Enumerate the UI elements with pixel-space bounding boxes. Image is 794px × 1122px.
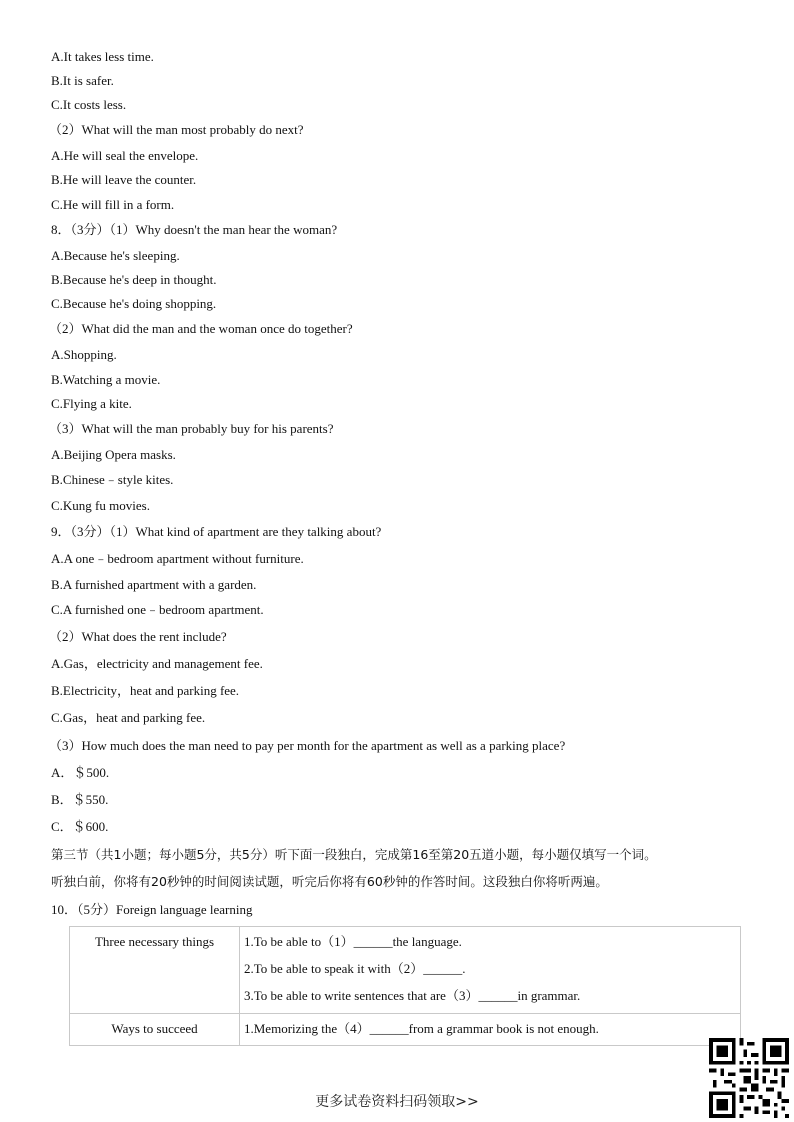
text-line: A.Shopping.	[51, 347, 117, 362]
text-line: C．＄600.	[51, 819, 109, 834]
text-line: C.Kung fu movies.	[51, 498, 150, 513]
text-line: （3）How much does the man need to pay per month for the apartment as well as a parking place?	[49, 738, 566, 753]
table-row	[70, 1014, 741, 1046]
text-line: 第三节（共1小题；每小题5分，共5分）听下面一段独白，完成第16至第20五道小题，每小题仅填写一个词。	[51, 847, 657, 862]
text-line: C.Because he's doing shopping.	[51, 296, 217, 311]
item-line: 3.To be able to write sentences that are（3）______in grammar.	[244, 988, 581, 1003]
text-line: C.It costs less.	[51, 97, 127, 112]
text-line: A.Beijing Opera masks.	[51, 447, 176, 462]
text-line: （2）What will the man most probably do next?	[49, 122, 304, 137]
text-line: C.Gas，heat and parking fee.	[51, 710, 206, 725]
text-line: A．＄500.	[51, 765, 110, 780]
text-line: 9．（3分）（1）What kind of apartment are they talking about?	[51, 524, 382, 539]
table-row	[70, 927, 741, 1014]
footer-text: 更多试卷资料扫码领取>>	[315, 1094, 479, 1110]
text-line: 8．（3分）（1）Why doesn't the man hear the woman?	[51, 222, 338, 237]
text-line: A.He will seal the envelope.	[51, 148, 199, 163]
text-line: B.Watching a movie.	[51, 372, 161, 387]
text-line: A.Gas，electricity and management fee.	[51, 656, 263, 671]
text-line: B．＄550.	[51, 792, 109, 807]
text-line: B.Electricity，heat and parking fee.	[51, 683, 240, 698]
text-line: B.Because he's deep in thought.	[51, 272, 217, 287]
table-cell-content	[240, 927, 741, 1014]
text-line: C.Flying a kite.	[51, 396, 132, 411]
item-line: 1.Memorizing the（4）______from a grammar book is not enough.	[244, 1021, 599, 1036]
text-line: C.He will fill in a form.	[51, 197, 175, 212]
text-line: （3）What will the man probably buy for his parents?	[49, 421, 334, 436]
text-line: A.Because he's sleeping.	[51, 248, 180, 263]
text-line: 10．（5分）Foreign language learning	[51, 902, 253, 917]
table-cell-content	[240, 1014, 741, 1046]
text-line: B.He will leave the counter.	[51, 172, 197, 187]
text-line: A.A one﹣bedroom apartment without furniture.	[51, 551, 304, 566]
item-line: 1.To be able to（1）______the language.	[244, 934, 462, 949]
text-line: A.It takes less time.	[51, 49, 154, 64]
table-cell-heading	[70, 927, 240, 1014]
text-line: 听独白前，你将有20秒钟的时间阅读试题，听完后你将有60秒钟的作答时间。这段独白你将听两遍。	[51, 874, 608, 889]
notes-table	[69, 926, 741, 1046]
table-cell-heading	[70, 1014, 240, 1046]
row-heading: Three necessary things	[94, 934, 215, 949]
text-line: （2）What did the man and the woman once do together?	[49, 321, 353, 336]
text-line: （2）What does the rent include?	[49, 629, 227, 644]
item-line: 2.To be able to speak it with（2）______.	[244, 961, 466, 976]
text-line: B.Chinese﹣style kites.	[51, 472, 174, 487]
text-line: B.A furnished apartment with a garden.	[51, 577, 257, 592]
row-heading: Ways to succeed	[111, 1021, 198, 1036]
text-line: C.A furnished one﹣bedroom apartment.	[51, 602, 264, 617]
text-line: B.It is safer.	[51, 73, 114, 88]
